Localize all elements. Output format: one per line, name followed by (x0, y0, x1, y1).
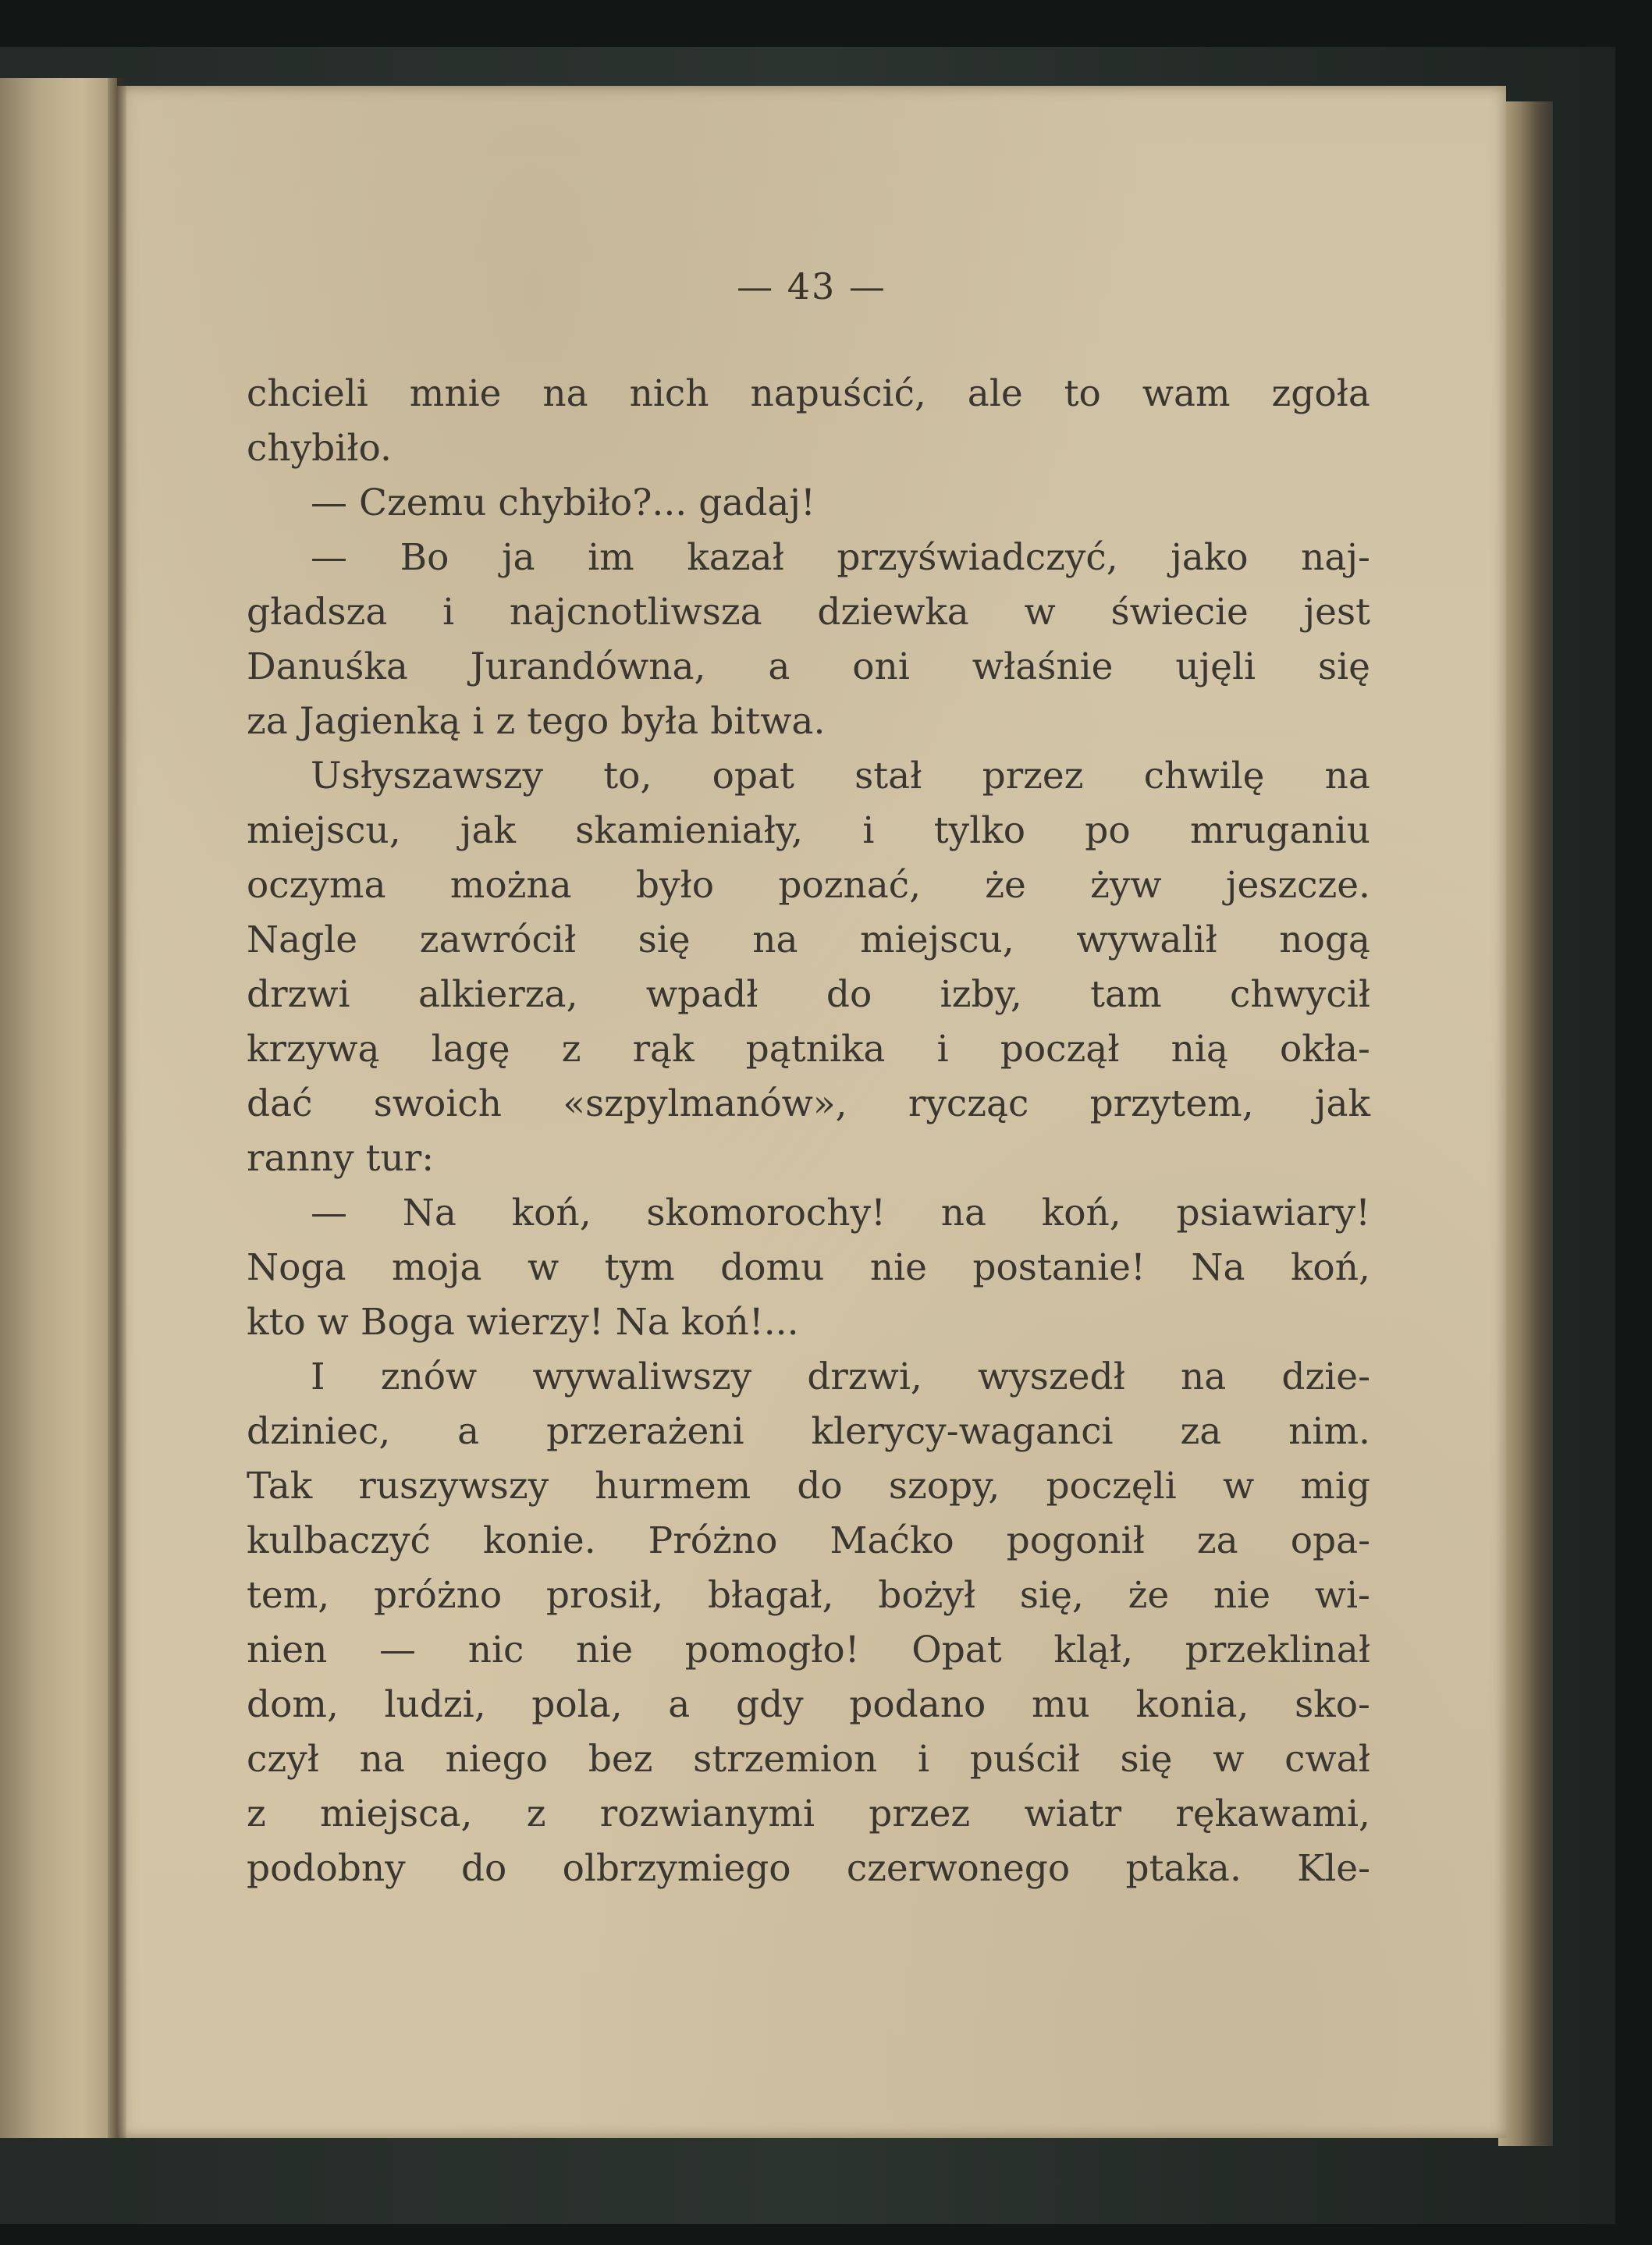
word: się (638, 918, 691, 961)
word: podobny (247, 1847, 406, 1890)
word: Jurandówna, (470, 645, 706, 688)
word: mnie (409, 372, 502, 415)
word: Na (615, 1301, 670, 1344)
word: przyświadczyć, (837, 536, 1118, 579)
word: nich (629, 372, 709, 415)
word: znów (380, 1355, 478, 1398)
word: Próżno (648, 1519, 778, 1562)
word: prosił, (545, 1574, 664, 1617)
text-line (247, 1623, 1370, 1678)
word: było (635, 864, 715, 907)
word: wam (1142, 372, 1231, 415)
word: i (936, 1028, 949, 1071)
word: ja (501, 536, 535, 579)
word: koń, (1041, 1192, 1121, 1234)
word: dać (247, 1082, 313, 1125)
word: miejscu, (247, 809, 401, 852)
word: w (1024, 591, 1056, 634)
word: w (1213, 1738, 1245, 1781)
word: do (460, 1847, 507, 1890)
word: nią (1171, 1028, 1228, 1071)
word: bożył (878, 1574, 976, 1617)
word: chwilę (1143, 755, 1265, 797)
word: za (247, 700, 288, 743)
word: Maćko (830, 1519, 954, 1562)
word: ruszywszy (358, 1465, 549, 1508)
word: nic (467, 1629, 524, 1671)
word: im (588, 536, 634, 579)
word: jak (460, 809, 516, 852)
word: to, (603, 755, 652, 797)
word: nim. (1288, 1410, 1370, 1453)
word: jeszcze. (1225, 864, 1370, 907)
word: czył (247, 1738, 319, 1781)
word: na (1180, 1355, 1227, 1398)
word: nie (869, 1246, 927, 1289)
word: — (379, 1629, 417, 1671)
word: — (311, 536, 347, 579)
word: przez (869, 1792, 971, 1835)
word: ranny (247, 1137, 354, 1180)
word: na (1324, 755, 1370, 797)
text-line (247, 804, 1370, 858)
word: po (1085, 809, 1131, 852)
word: Nagle (247, 918, 358, 961)
word: jako (1171, 536, 1249, 579)
word: lagę (431, 1028, 510, 1071)
word: przeklinał (1185, 1629, 1370, 1671)
word: opat (712, 755, 794, 797)
word: miejscu, (860, 918, 1014, 961)
page-number: — 43 — (737, 265, 886, 307)
word: w (317, 1301, 349, 1344)
word: swoich (373, 1082, 502, 1125)
word: naj- (1301, 536, 1370, 579)
word: chybiło?... (498, 481, 687, 524)
word: pomogło! (684, 1629, 860, 1671)
word: konie. (482, 1519, 596, 1562)
text-line (247, 1459, 1370, 1514)
word: z (496, 700, 516, 743)
word: miejsca, (320, 1792, 473, 1835)
word: sko- (1295, 1683, 1370, 1726)
word: za (1180, 1410, 1222, 1453)
word: — (311, 1192, 347, 1234)
word: dom, (247, 1683, 339, 1726)
text-line (247, 1568, 1370, 1623)
book-page (117, 86, 1506, 2138)
word: drzwi (247, 973, 350, 1016)
spine-shadow (108, 78, 126, 2138)
word: stał (854, 755, 922, 797)
text-line (247, 1295, 1370, 1350)
word: wi- (1314, 1574, 1370, 1617)
word: strzemion (693, 1738, 878, 1781)
word: jak (1314, 1082, 1370, 1125)
word: moja (392, 1246, 482, 1289)
word: skamieniały, (575, 809, 804, 852)
word: napuścić, (750, 372, 926, 415)
word: gdy (735, 1683, 804, 1726)
word: na (359, 1738, 405, 1781)
word: Na (402, 1192, 457, 1234)
word: koń, (1290, 1246, 1370, 1289)
word: ptaka. (1125, 1847, 1242, 1890)
word: jest (1303, 591, 1370, 634)
word: pola, (531, 1683, 623, 1726)
word: a (457, 1410, 480, 1453)
word: hurmem (595, 1465, 751, 1508)
word: ujęli (1175, 645, 1256, 688)
word: wywalił (1076, 918, 1217, 961)
word: była (620, 700, 699, 743)
word: Opat (911, 1629, 1002, 1671)
word: i (862, 809, 875, 852)
text-line (247, 749, 1370, 804)
text-line (247, 913, 1370, 968)
word: tam (1090, 973, 1162, 1016)
word: wpadł (645, 973, 758, 1016)
word: i (472, 700, 485, 743)
text-line (247, 1077, 1370, 1131)
word: kazał (687, 536, 784, 579)
word: chcieli (247, 372, 368, 415)
word: nien (247, 1629, 328, 1671)
word: ludzi, (384, 1683, 486, 1726)
word: za (1196, 1519, 1238, 1562)
word: się, (1019, 1574, 1084, 1617)
word: Noga (247, 1246, 346, 1289)
word: świecie (1110, 591, 1249, 634)
word: nogą (1279, 918, 1370, 961)
word: tem, (247, 1574, 330, 1617)
word: dziniec, (247, 1410, 391, 1453)
word: chybiło. (247, 427, 392, 470)
word: kto (247, 1301, 306, 1344)
word: bitwa. (710, 700, 826, 743)
word: oczyma (247, 864, 386, 907)
word: próżno (373, 1574, 503, 1617)
word: postanie! (972, 1246, 1146, 1289)
text-line (247, 1514, 1370, 1568)
word: mruganiu (1189, 809, 1370, 852)
word: tylko (933, 809, 1025, 852)
text-line (247, 1405, 1370, 1459)
word: Usłyszawszy (311, 755, 544, 797)
word: Tak (247, 1465, 313, 1508)
word: nie (575, 1629, 634, 1671)
word: czerwonego (846, 1847, 1071, 1890)
word: psiawiary! (1176, 1192, 1370, 1234)
word: Jagienką (299, 700, 461, 743)
word: do (797, 1465, 843, 1508)
word: i (442, 591, 455, 634)
word: na (940, 1192, 987, 1234)
word: rąk (632, 1028, 695, 1071)
word: właśnie (972, 645, 1114, 688)
word: błagał, (707, 1574, 834, 1617)
word: na (752, 918, 798, 961)
word: izby, (940, 973, 1022, 1016)
word: nie (1213, 1574, 1271, 1617)
word: można (449, 864, 572, 907)
text-line (247, 585, 1370, 640)
word: domu (720, 1246, 825, 1289)
text-line (247, 694, 1370, 749)
word: «szpylmanów», (563, 1082, 847, 1125)
text-line (247, 858, 1370, 913)
word: koń, (511, 1192, 592, 1234)
word: klerycy-waganci (811, 1410, 1114, 1453)
word: koń!... (680, 1301, 799, 1344)
word: z (526, 1792, 546, 1835)
body-text (247, 367, 1370, 1896)
word: Kle- (1297, 1847, 1370, 1890)
left-page-edge (0, 78, 117, 2138)
word: klął, (1053, 1629, 1134, 1671)
word: najcnotliwsza (509, 591, 762, 634)
word: Na (1191, 1246, 1245, 1289)
word: i (918, 1738, 930, 1781)
word: Bo (400, 536, 449, 579)
word: przez (982, 755, 1084, 797)
word: żyw (1090, 864, 1162, 907)
word: do (826, 973, 872, 1016)
word: — (311, 481, 347, 524)
word: I (311, 1355, 325, 1398)
word: kulbaczyć (247, 1519, 431, 1562)
word: puścił (969, 1738, 1080, 1781)
word: olbrzymiego (562, 1847, 791, 1890)
word: zgoła (1271, 372, 1370, 415)
word: a (768, 645, 790, 688)
text-line (247, 367, 1370, 421)
text-line (247, 1678, 1370, 1732)
word: chwycił (1230, 973, 1370, 1016)
word: rękawami, (1175, 1792, 1370, 1835)
word: pogonił (1006, 1519, 1145, 1562)
word: konia, (1135, 1683, 1249, 1726)
word: tego (527, 700, 609, 743)
word: rycząc (908, 1082, 1029, 1125)
word: z (561, 1028, 581, 1071)
text-line (247, 1022, 1370, 1077)
word: się (1120, 1738, 1173, 1781)
word: wywaliwszy (532, 1355, 752, 1398)
word: tur: (365, 1137, 435, 1180)
word: Boga (360, 1301, 455, 1344)
word: że (985, 864, 1026, 907)
word: na (542, 372, 588, 415)
word: że (1128, 1574, 1170, 1617)
word: oni (852, 645, 910, 688)
text-line (247, 1732, 1370, 1787)
word: ale (967, 372, 1023, 415)
word: cwał (1284, 1738, 1370, 1781)
word: dziewka (817, 591, 969, 634)
word: alkierza, (417, 973, 578, 1016)
text-line (247, 1842, 1370, 1896)
text-line (247, 531, 1370, 585)
text-line (247, 1350, 1370, 1405)
word: drzwi, (807, 1355, 922, 1398)
word: a (668, 1683, 691, 1726)
word: bez (588, 1738, 653, 1781)
word: dzie- (1281, 1355, 1370, 1398)
word: zawrócił (419, 918, 577, 961)
word: przytem, (1089, 1082, 1254, 1125)
text-line (247, 1241, 1370, 1295)
text-line (247, 476, 1370, 531)
page-stack-edge (1498, 101, 1553, 2146)
word: opa- (1290, 1519, 1370, 1562)
word: wyszedł (978, 1355, 1125, 1398)
word: tym (604, 1246, 675, 1289)
word: rozwianymi (599, 1792, 815, 1835)
word: się (1317, 645, 1370, 688)
text-line (247, 640, 1370, 694)
word: z (247, 1792, 266, 1835)
word: okła- (1280, 1028, 1370, 1071)
word: wierzy! (466, 1301, 604, 1344)
text-line (247, 968, 1370, 1022)
word: niego (445, 1738, 549, 1781)
word: szopy, (888, 1465, 1000, 1508)
word: podano (849, 1683, 986, 1726)
word: gładsza (247, 591, 388, 634)
text-line (247, 1131, 1370, 1186)
word: przerażeni (546, 1410, 744, 1453)
text-line (247, 1787, 1370, 1842)
text-line (247, 1186, 1370, 1241)
word: mig (1300, 1465, 1370, 1508)
word: Czemu (359, 481, 487, 524)
word: skomorochy! (646, 1192, 886, 1234)
word: począł (1000, 1028, 1120, 1071)
word: w (1222, 1465, 1255, 1508)
word: Danuśka (247, 645, 408, 688)
word: w (527, 1246, 560, 1289)
word: pątnika (745, 1028, 886, 1071)
text-line (247, 421, 1370, 476)
word: gadaj! (698, 481, 815, 524)
word: to (1064, 372, 1101, 415)
word: poczęli (1046, 1465, 1177, 1508)
word: krzywą (247, 1028, 380, 1071)
word: wiatr (1024, 1792, 1122, 1835)
word: mu (1031, 1683, 1090, 1726)
word: poznać, (778, 864, 922, 907)
